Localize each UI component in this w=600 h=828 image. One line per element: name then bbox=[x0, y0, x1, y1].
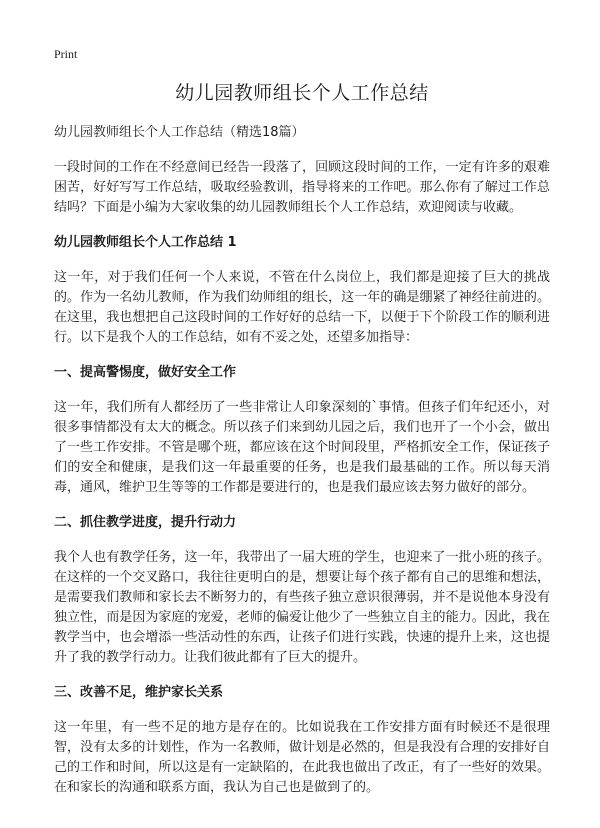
section-body-safety: 这一年，我们所有人都经历了一些非常让人印象深刻的`事情。但孩子们年纪还小，对很多事情都没有太大的概念。所以孩子们来到幼儿园之后，我们也开了一个小会，做出了一些工作安排。不管是哪个班，都应该在这个时间段里，严格抓安全工作，保证孩子们的安全和健康，是我们这一年最重要的任务，也是我们最基础的工作。所以每天消毒，通风，维护卫生等等的工作都是要进行的，也是我们最应该去努力做好的部分。 bbox=[54, 400, 550, 495]
intro-paragraph: 一段时间的工作在不经意间已经告一段落了，回顾这段时间的工作，一定有许多的艰难困苦，好好写写工作总结，吸取经验教训，指导将来的工作吧。那么你有了解过工作总结吗？下面是小编为大家收集的幼儿园教师组长个人工作总结，欢迎阅读与收藏。 bbox=[54, 160, 550, 215]
print-link[interactable]: Print bbox=[54, 47, 78, 61]
section-body-parents: 这一年里，有一些不足的地方是存在的。比如说我在工作安排方面有时候还不是很理智，没有太多的计划性，作为一名教师，做计划是必然的，但是我没有合理的安排好自己的工作和时间，所以这是有一定缺陷的，在此我也做出了改正，有了一些好的效果。在和家长的沟通和联系方面，我认为自己也是做到了的。 bbox=[54, 720, 550, 795]
page-title: 幼儿园教师组长个人工作总结 bbox=[175, 82, 429, 104]
section-heading-teaching: 二、抓住教学进度，提升行动力 bbox=[54, 515, 237, 530]
document-page bbox=[54, 78, 550, 814]
section-body-teaching: 我个人也有教学任务，这一年，我带出了一届大班的学生，也迎来了一批小班的孩子。在这样的一个交叉路口，我往往更明白的是，想要让每个孩子都有自己的思维和想法，是需要我们教师和家长去不断努力的，有些孩子独立意识很薄弱，并不是说他本身没有独立性，而是因为家庭的宠爱，老师的偏爱让他少了一些独立自主的能力。因此，我在教学当中，也会增添一些活动性的东西，让孩子们进行实践，快速的提升上来，这也提升了我的教学行动力。让我们彼此都有了巨大的提升。 bbox=[54, 550, 550, 665]
section-heading-safety: 一、提高警惕度，做好安全工作 bbox=[54, 365, 237, 380]
section-heading-parents: 三、改善不足，维护家长关系 bbox=[54, 685, 224, 700]
document-subtitle: 幼儿园教师组长个人工作总结（精选18篇） bbox=[54, 125, 305, 140]
article-intro-paragraph: 这一年，对于我们任何一个人来说，不管在什么岗位上，我们都是迎接了巨大的挑战的。作为一名幼儿教师，作为我们幼师组的组长，这一年的确是绷紧了神经往前进的。在这里，我也想把自己这段时间的工作好好的总结一下，以便于下个阶段工作的顺利进行。以下是我个人的工作总结，如有不妥之处，还望多加指导： bbox=[54, 270, 550, 345]
article-heading: 幼儿园教师组长个人工作总结 1 bbox=[54, 235, 237, 250]
